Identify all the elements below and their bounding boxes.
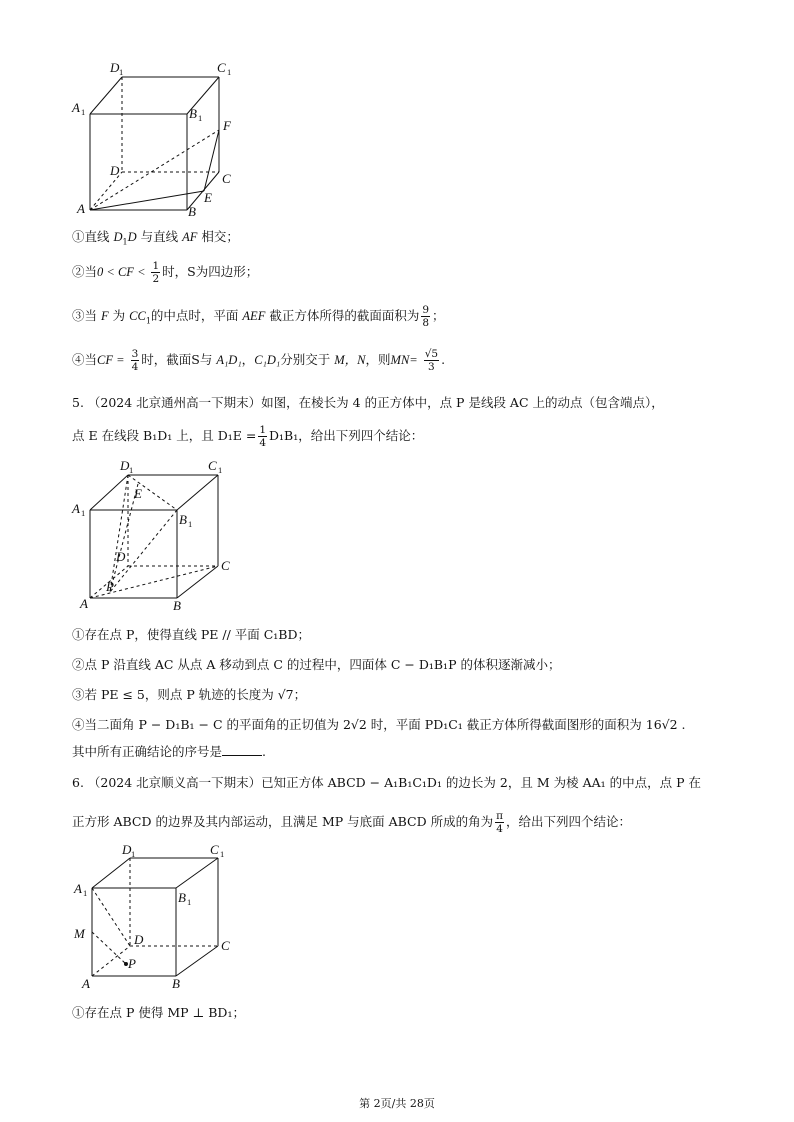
q5-ask: 其中所有正确结论的序号是 .	[72, 744, 266, 759]
label-C: C	[222, 171, 231, 186]
svg-text:1: 1	[198, 113, 203, 123]
cube-figure-2	[70, 458, 250, 618]
label-M: M	[74, 926, 85, 941]
q5-item-1: ①存在点 P，使得直线 PE // 平面 C₁BD；	[72, 627, 311, 642]
svg-text:1: 1	[218, 465, 223, 475]
label-C: C	[221, 938, 230, 953]
q5-item-4: ④当二面角 P − D₁B₁ − C 的平面角的正切值为 2√2 时，平面 PD₁C₁ 截正方体所得截面图形的面积为 16√2 .	[72, 717, 686, 732]
label-C: C	[221, 558, 230, 573]
answer-blank	[222, 743, 262, 756]
label-A: A	[80, 596, 88, 611]
q4-item-4: ④当CF = $\frac{3}{4}$ 时，截面S与 A₁D₁，C₁D₁分别交于 M，N，则MN= $\frac{√5}{3}$ .	[72, 348, 446, 373]
svg-text:1: 1	[188, 519, 193, 529]
q5-stem-line2: 点 E 在线段 B₁D₁ 上，且 D₁E = $\frac{1}{4}$ D₁B₁，给出下列四个结论：	[72, 424, 424, 449]
label-D: D	[110, 163, 120, 178]
svg-text:1: 1	[220, 849, 225, 859]
label-P: P	[128, 956, 136, 971]
cube-figure-1	[70, 58, 250, 218]
label-A1: A	[74, 881, 82, 896]
q5-item-2: ②点 P 沿直线 AC 从点 A 移动到点 C 的过程中，四面体 C − D₁B₁P 的体积逐渐减小；	[72, 657, 561, 672]
svg-text:1: 1	[81, 107, 86, 117]
svg-text:1: 1	[187, 897, 192, 907]
label-B1: B	[179, 512, 187, 527]
label-E: E	[204, 190, 212, 205]
q5-item-3: ③若 PE ≤ 5，则点 P 轨迹的长度为 √7；	[72, 687, 307, 702]
label-D: D	[116, 549, 126, 564]
label-B1: B	[189, 106, 197, 121]
label-D1: D	[120, 458, 130, 473]
label-A1: A	[72, 100, 80, 115]
label-C1: C	[208, 458, 217, 473]
q6-item-1: ①存在点 P 使得 MP ⊥ BD₁；	[72, 1005, 245, 1020]
label-F: F	[223, 118, 231, 133]
label-B1: B	[178, 890, 186, 905]
label-P: P	[106, 579, 114, 594]
label-E: E	[134, 486, 142, 501]
label-B: B	[172, 976, 180, 991]
label-D1: D	[122, 842, 132, 857]
label-D1: D	[110, 60, 120, 75]
label-A1: A	[72, 501, 80, 516]
label-B: B	[173, 598, 181, 613]
svg-text:1: 1	[129, 465, 134, 475]
cube-figure-3	[70, 842, 250, 1002]
page-footer: 第 2页/共 28页	[359, 1097, 435, 1110]
label-B: B	[188, 204, 196, 219]
q6-stem-line1: 6. （2024 北京顺义高一下期末）已知正方体 ABCD − A₁B₁C₁D₁ 的边长为 2，且 M 为棱 AA₁ 的中点，点 P 在	[72, 775, 701, 790]
label-A: A	[82, 976, 90, 991]
q4-item-1: ①直线 $D_1D$ 与直线 AF 相交；	[72, 229, 239, 247]
label-C1: C	[217, 60, 226, 75]
svg-text:1: 1	[83, 888, 88, 898]
q6-stem-line2: 正方形 ABCD 的边界及其内部运动，且满足 MP 与底面 ABCD 所成的角为 $\frac{\pi}{4}$ ，给出下列四个结论：	[72, 810, 632, 835]
label-C1: C	[210, 842, 219, 857]
label-A: A	[77, 201, 85, 216]
label-D: D	[134, 932, 144, 947]
svg-text:1: 1	[131, 849, 136, 859]
q4-item-2: ②当0 < CF < $\frac{1}{2}$ 时，S为四边形；	[72, 260, 259, 285]
q5-stem-line1: 5. （2024 北京通州高一下期末）如图，在棱长为 4 的正方体中，点 P 是线段 AC 上的动点（包含端点），	[72, 395, 664, 410]
svg-text:1: 1	[81, 508, 86, 518]
svg-text:1: 1	[227, 67, 232, 77]
svg-text:1: 1	[119, 67, 124, 77]
q4-item-3: ③当 F 为 $CC_1$的中点时，平面 AEF 截正方体所得的截面面积为 $\frac{9}{8}$ ；	[72, 304, 445, 329]
